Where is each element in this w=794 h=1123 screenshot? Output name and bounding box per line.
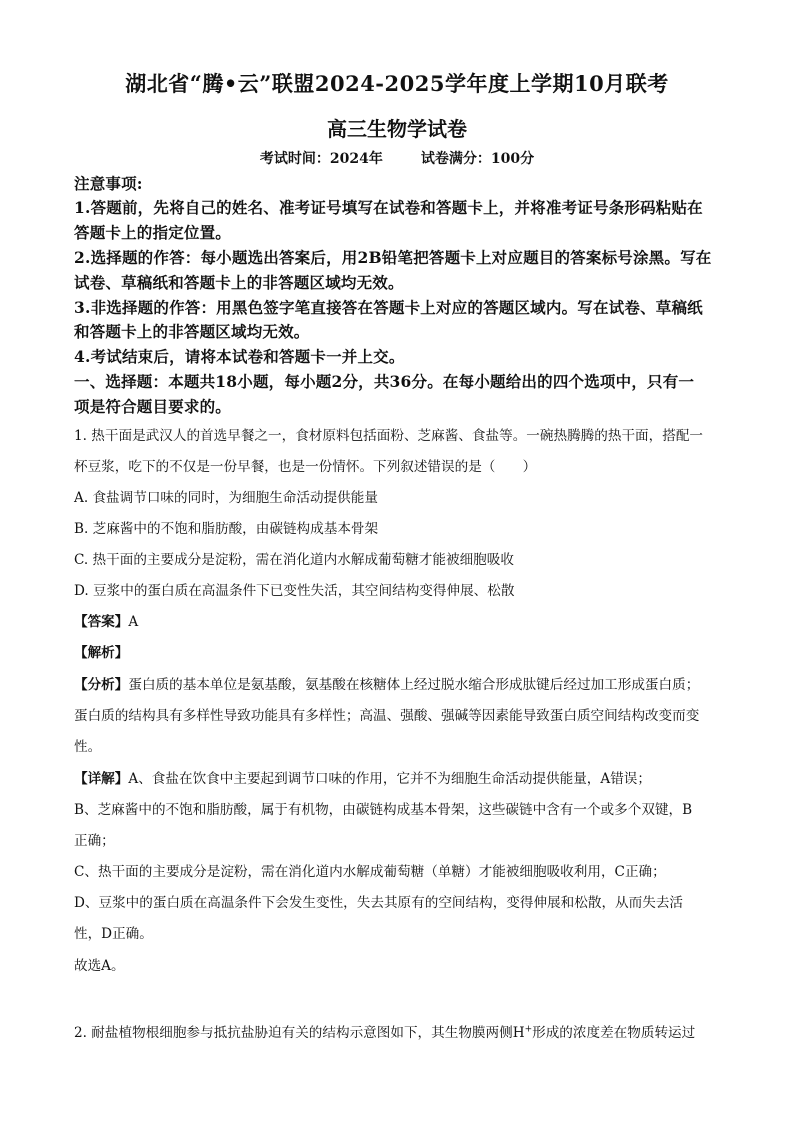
- notice-line: 1.答题前，先将自己的姓名、准考证号填写在试卷和答题卡上，并将准考证号条形码粘贴在: [74, 198, 703, 217]
- option-b: B. 芝麻酱中的不饱和脂肪酸，由碳链构成基本骨架: [74, 521, 379, 537]
- detail-line: 性，D正确。: [74, 926, 153, 942]
- conclusion: 故选A。: [74, 958, 125, 974]
- answer-line: [74, 610, 734, 630]
- exam-subtitle: 高三生物学试卷: [327, 117, 467, 141]
- detail-text: A、食盐在饮食中主要起到调节口味的作用，它并不为细胞生命活动提供能量，A错误；: [128, 771, 651, 787]
- fenxi-tag: 【分析】: [74, 677, 129, 693]
- fenxi-line: 蛋白质的结构具有多样性导致功能具有多样性；高温、强酸、强碱等因素能导致蛋白质空间结构改变而变: [74, 708, 700, 724]
- exam-title: 湖北省“腾•云”联盟2024-2025学年度上学期10月联考: [125, 71, 669, 96]
- detail-line: [74, 767, 734, 787]
- option-d: D. 豆浆中的蛋白质在高温条件下已变性失活，其空间结构变得伸展、松散: [74, 583, 515, 599]
- section-heading: 一、选择题：本题共18小题，每小题2分，共36分。在每小题给出的四个选项中，只有一: [74, 372, 695, 391]
- analysis-tag: 【解析】: [74, 645, 129, 661]
- detail-line: D、豆浆中的蛋白质在高温条件下会发生变性，失去其原有的空间结构，变得伸展和松散，从而失去活: [74, 895, 684, 911]
- notice-line: 2.选择题的作答：每小题选出答案后，用2B铅笔把答题卡上对应题目的答案标号涂黑。写在: [74, 248, 712, 267]
- section-heading: 项是符合题目要求的。: [74, 397, 232, 416]
- exam-time: 考试时间：2024年: [259, 151, 383, 167]
- option-a: A. 食盐调节口味的同时，为细胞生命活动提供能量: [74, 490, 378, 506]
- detail-tag: 【详解】: [74, 771, 129, 787]
- answer-value: A: [128, 614, 139, 630]
- exam-meta: [0, 148, 794, 168]
- q2-stem-suffix: 形成的浓度差在物质转运过: [532, 1025, 696, 1041]
- q2-stem-prefix: 2. 耐盐植物根细胞参与抵抗盐胁迫有关的结构示意图如下，其生物膜两侧H: [74, 1025, 525, 1041]
- option-c: C. 热干面的主要成分是淀粉，需在消化道内水解成葡萄糖才能被细胞吸收: [74, 552, 514, 568]
- full-score: 试卷满分：100分: [420, 151, 535, 167]
- notice-line: 和答题卡上的非答题区域均无效。: [74, 322, 310, 341]
- question-stem: 1. 热干面是武汉人的首选早餐之一，食材原料包括面粉、芝麻酱、食盐等。一碗热腾腾的热干面，搭配一: [74, 428, 704, 444]
- q2-stem-sup: +: [524, 1024, 533, 1035]
- question-stem: 杯豆浆，吃下的不仅是一份早餐，也是一份情怀。下列叙述错误的是（ ）: [74, 459, 537, 475]
- fenxi-line: [74, 673, 734, 693]
- notice-line: 3.非选择题的作答：用黑色签字笔直接答在答题卡上对应的答题区域内。写在试卷、草稿纸: [74, 298, 703, 317]
- answer-tag: 【答案】: [74, 614, 129, 630]
- notice-line: 答题卡上的指定位置。: [74, 223, 232, 242]
- fenxi-text: 蛋白质的基本单位是氨基酸，氨基酸在核糖体上经过脱水缩合形成肽键后经过加工形成蛋白质；: [128, 677, 700, 693]
- detail-line: C、热干面的主要成分是淀粉，需在消化道内水解成葡萄糖（单糖）才能被细胞吸收利用，C正确；: [74, 864, 666, 880]
- notice-heading: 注意事项:: [74, 174, 143, 193]
- detail-line: 正确；: [74, 833, 115, 849]
- fenxi-line: 性。: [74, 739, 102, 755]
- notice-line: 试卷、草稿纸和答题卡上的非答题区域均无效。: [74, 273, 404, 292]
- detail-line: B、芝麻酱中的不饱和脂肪酸，属于有机物，由碳链构成基本骨架，这些碳链中含有一个或多个双键，B: [74, 802, 693, 818]
- question-stem: [74, 1021, 734, 1041]
- notice-line: 4.考试结束后，请将本试卷和答题卡一并上交。: [74, 347, 405, 366]
